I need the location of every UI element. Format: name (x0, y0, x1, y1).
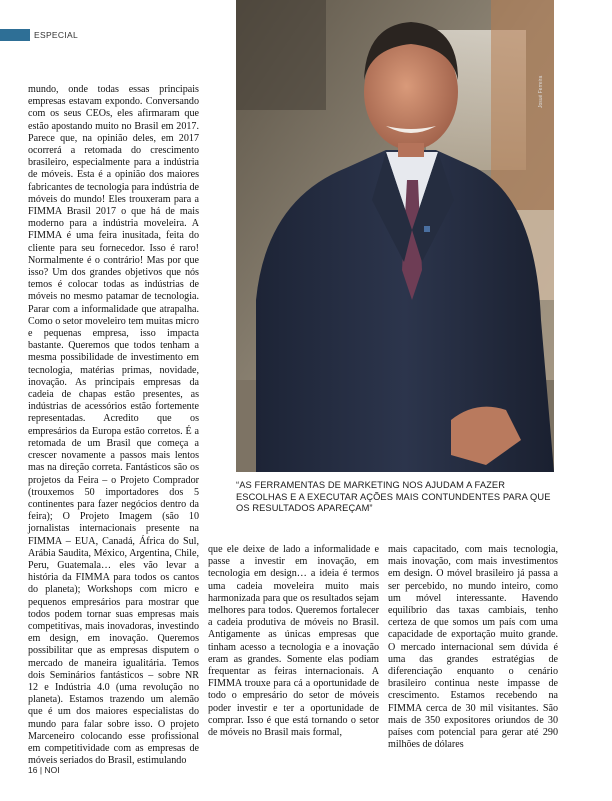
page-number: 16 (28, 765, 38, 775)
footer-separator: | (39, 765, 43, 775)
photo-credit: Josué Ferreira (538, 75, 544, 108)
pull-quote-caption: “AS FERRAMENTAS DE MARKETING NOS AJUDAM A FAZER ESCOLHAS E A EXECUTAR AÇÕES MAIS CONTUNDENTES PARA QUE OS RESULTADOS APAREÇAM” (236, 480, 551, 514)
magazine-name: NOI (44, 765, 60, 775)
portrait-photo (236, 0, 554, 472)
article-column-2: que ele deixe de lado a informalidade e passe a investir em inovação, em tecnologia em design… a ideia é termos uma cadeia moveleira muito mais harmonizada para que os resultados sejam melhores para todos. Queremos fortalecer a cadeia produtiva de móveis no Brasil. Antigamente as únicas empresas que tinham acesso a tecnologia e a inovação eram as grandes. Somente elas podiam frequentar as feiras internacionais. A FIMMA trouxe para cá a oportunidade de todo o empresário do setor de móveis poder investir e ter a oportunidade de comprar. Isso é que está tornando o setor de móveis no Brasil mais formal, (208, 544, 379, 739)
article-column-3: mais capacitado, com mais tecnologia, mais inovação, com mais investimentos em design. O móvel brasileiro já passa a ser percebido, no mundo inteiro, como um móvel interessante. Havendo equilíbrio das taxas cambiais, tenho certeza de que somos um país com uma capacidade de exportação muito grande. O mercado internacional sem dúvida é uma das grandes estratégias de diferenciação enquanto o cenário brasileiro continua neste impasse de crescimento. Estamos recebendo na FIMMA cerca de 30 mil visitantes. São mais de 350 expositores oriundos de 30 países com potencial para gerar até 290 milhões de dólares (388, 544, 558, 751)
page-footer (28, 765, 60, 775)
section-color-bar (0, 29, 30, 41)
section-label: ESPECIAL (34, 30, 78, 40)
article-column-1: mundo, onde todas essas principais empresas estavam expondo. Conversando com os seus CEOs, eles afirmaram que estão apostando muito no Brasil em 2017. Parece que, na opinião deles, em 2017 ocorrerá a retomada do crescimento brasileiro, especialmente para a indústria de móveis. Esta é a opinião dos maiores fabricantes de tecnologia para indústria de móveis do mundo! Eles trouxeram para a FIMMA Brasil 2017 o que há de mais moderno para a indústria moveleira. A FIMMA é uma feira inusitada, feita do cliente para seu fornecedor. Isso é raro! Normalmente é o contrário! Mas por que isso? Um dos grandes objetivos que nós temos é colocar todas as indústrias de móveis no mesmo patamar de tecnologia. Parar com a informalidade que atrapalha. Como o setor moveleiro tem muitas micro e pequenas empresa, isso impacta bastante. Queremos que todos tenham a mesma possibilidade de investimento em tecnologia, matérias primas, novidade, inovação. As principais empresas da cadeia de chapas estão presentes, as indústrias de acessórios estão fortemente representadas. Acredito que os empresários da Europa estão corretos. É a retomada de um Brasil que começa a crescer novamente a passos mais lentos mas na direção correta. Fantásticos são os projetos da Feira – o Projeto Comprador (trouxemos 50 importadores dos 5 continentes para fazer negócios dentro da feira); O Projeto Imagem (são 10 jornalistas internacionais presente na FIMMA – EUA, Canadá, África do Sul, Arábia Saudita, México, Argentina, Chile, Peru, Guatemala… eles vão levar a história da FIMMA para todos os cantos do planeta); Workshops com micro e pequenos empresários para mostrar que todos podem tornar suas empresas mais competitivas, mais inovadoras, investindo em design, em inovação. Queremos possibilitar que as empresas disputem o mercado de maneira igualitária. Temos dois Seminários fantásticos – sobre NR 12 e Indústria 4.0 (uma revolução no planeta). Estamos trazendo um alemão que é um dos maiores especialistas do mundo para falar sobre isso. O projeto Marceneiro colocando esse profissional em competitividade com as empresas de móveis seriados do Brasil, estimulando (28, 84, 200, 767)
